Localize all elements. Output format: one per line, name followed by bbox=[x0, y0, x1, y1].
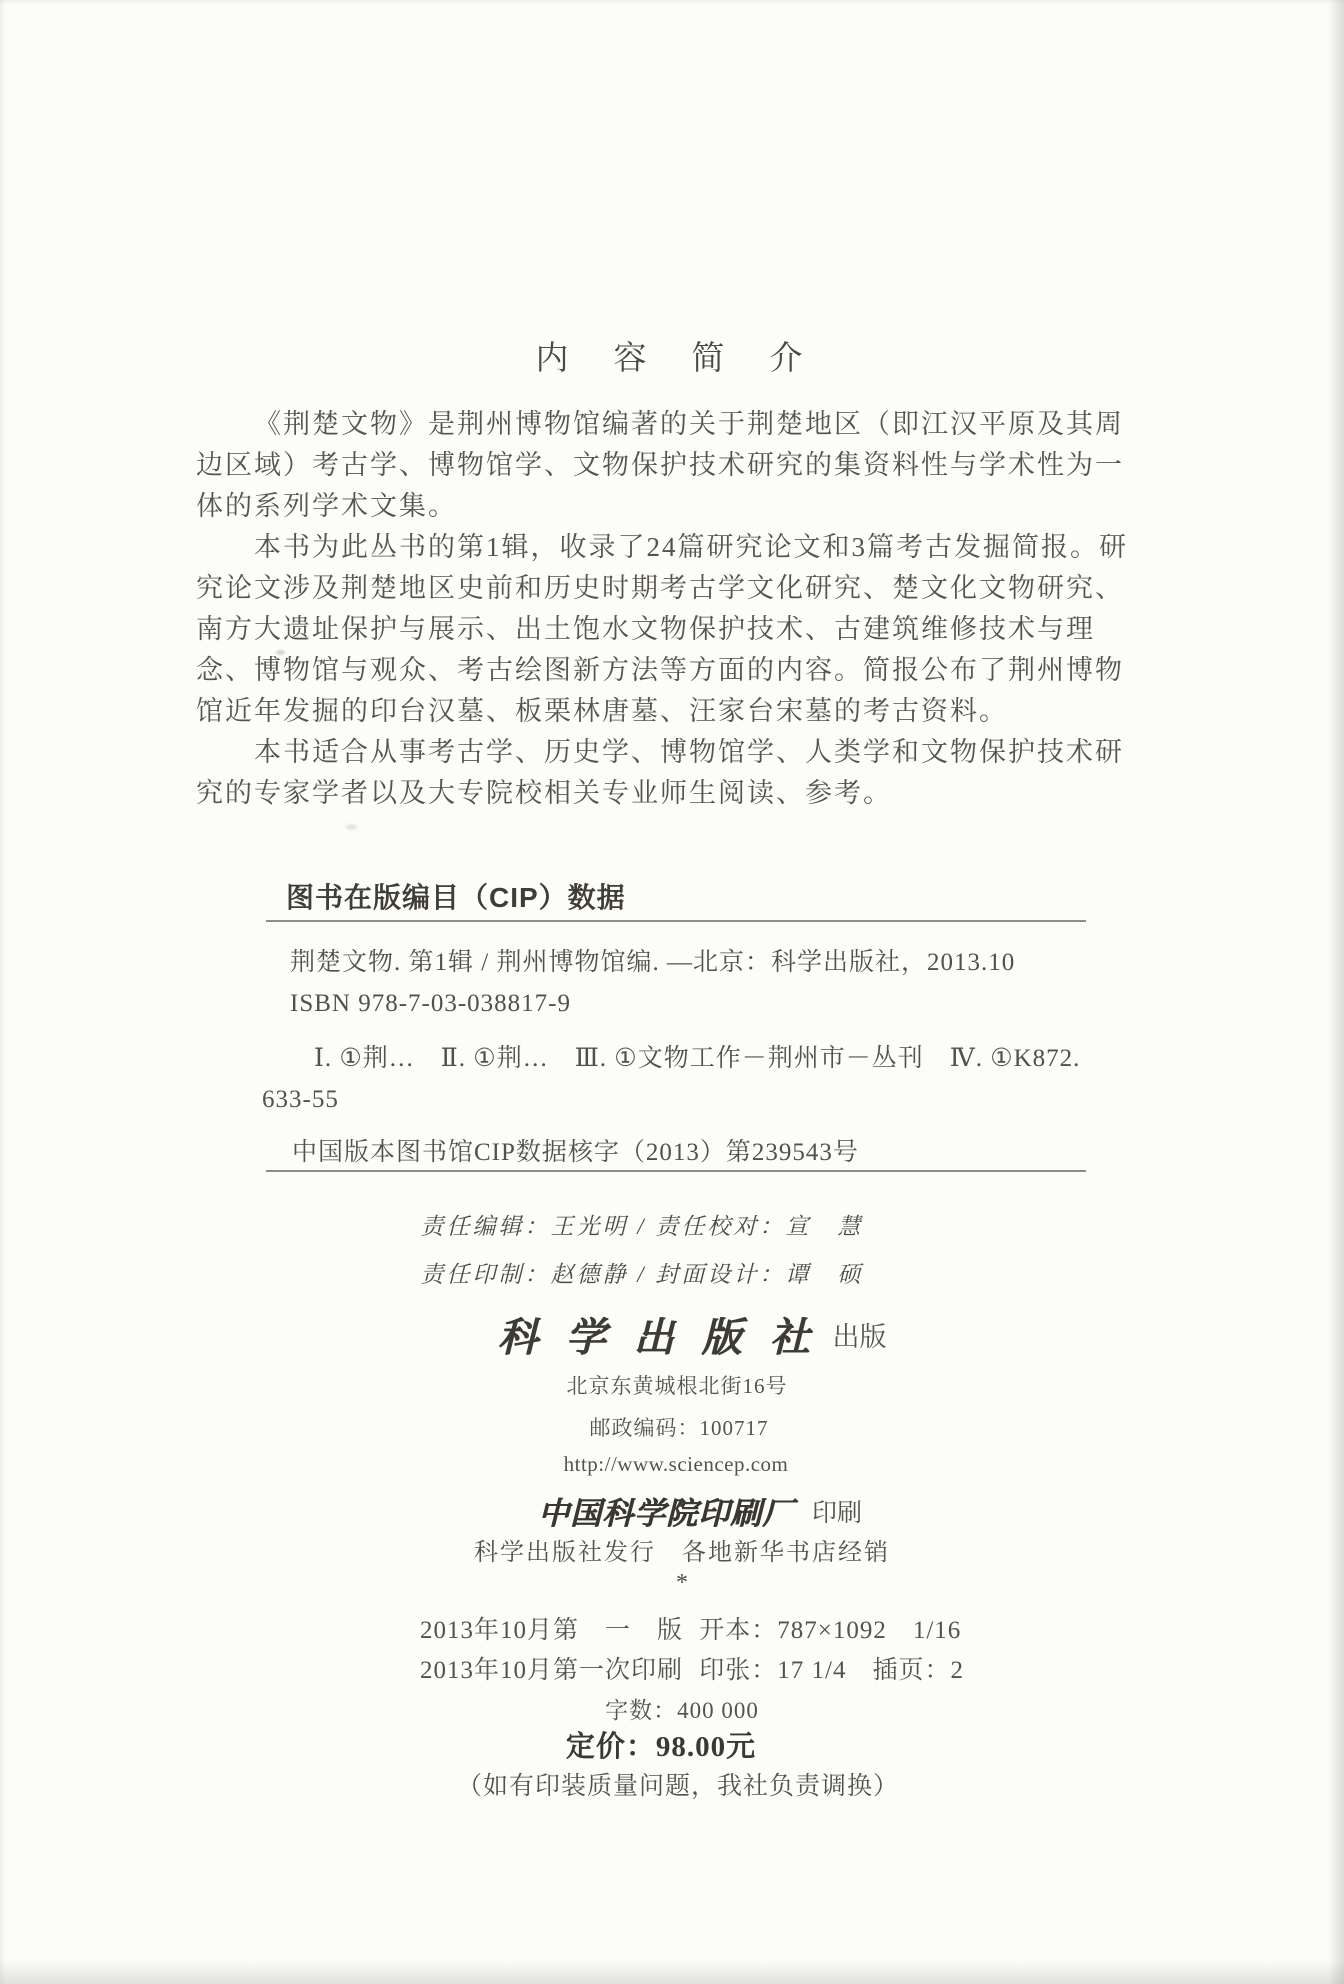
scan-edge-top bbox=[0, 0, 1344, 5]
press-address: 北京东黄城根北街16号 bbox=[566, 1374, 788, 1398]
intro-line: 《荆楚文物》是荆州博物馆编著的关于荆楚地区（即江汉平原及其周 bbox=[254, 409, 1124, 439]
staff-printing-line: 责任印制：赵德静 / 封面设计：谭 硕 bbox=[420, 1262, 864, 1287]
scan-artifact bbox=[346, 824, 357, 830]
intro-line: 本书为此丛书的第1辑，收录了24篇研究论文和3篇考古发掘简报。研 bbox=[254, 532, 1128, 562]
edition-spec-row bbox=[420, 1610, 980, 1646]
cip-registry-line: 中国版本图书馆CIP数据核字（2013）第239543号 bbox=[292, 1139, 859, 1166]
distribution-line: 科学出版社发行 各地新华书店经销 bbox=[474, 1540, 890, 1566]
quality-notice: （如有印装质量问题，我社负责调换） bbox=[456, 1773, 899, 1800]
cip-record-line: 荆楚文物. 第1辑 / 荆州博物馆编. —北京：科学出版社，2013.10 bbox=[290, 949, 1016, 976]
scan-edge-bottom bbox=[0, 1960, 1344, 1984]
printer-suffix: 印刷 bbox=[811, 1499, 862, 1527]
book-format: 开本：787×1092 1/16 bbox=[699, 1617, 962, 1644]
press-website: http://www.sciencep.com bbox=[563, 1452, 789, 1476]
scan-edge-right bbox=[1328, 0, 1344, 1984]
intro-line: 究论文涉及荆楚地区史前和历史时期考古学文化研究、楚文化文物研究、 bbox=[196, 573, 1124, 603]
scan-artifact bbox=[276, 650, 285, 655]
print-sheets: 印张：17 1/4 插页：2 bbox=[699, 1657, 964, 1684]
printing-spec-row bbox=[420, 1650, 980, 1686]
word-count: 字数：400 000 bbox=[605, 1698, 759, 1723]
classification-continuation-line: 633-55 bbox=[262, 1086, 339, 1113]
scan-edge-left bbox=[0, 0, 6, 1984]
section-separator-star: * bbox=[676, 1570, 688, 1596]
intro-line: 本书适合从事考古学、历史学、博物馆学、人类学和文物保护技术研 bbox=[254, 737, 1124, 767]
press-imprint-row bbox=[20, 1306, 1344, 1363]
printer-imprint-row bbox=[28, 1488, 1344, 1533]
intro-line: 边区域）考古学、博物馆学、文物保护技术研究的集资料性与学术性为一 bbox=[196, 450, 1124, 480]
edition-date: 2013年10月第 一 版 bbox=[420, 1617, 684, 1644]
cip-rule-bottom bbox=[266, 1170, 1086, 1172]
intro-line: 馆近年发掘的印台汉墓、板栗林唐墓、汪家台宋墓的考古资料。 bbox=[196, 696, 1008, 726]
printer-name-calligraphy: 中国科学院印刷厂 bbox=[537, 1496, 794, 1531]
staff-editing-line: 责任编辑：王光明 / 责任校对：宣 慧 bbox=[420, 1214, 864, 1239]
press-name-calligraphy: 科 学 出 版 社 bbox=[497, 1315, 819, 1360]
cip-header: 图书在版编目（CIP）数据 bbox=[286, 882, 626, 913]
print-run-date: 2013年10月第一次印刷 bbox=[420, 1657, 684, 1684]
section-title: 内 容 简 介 bbox=[535, 339, 809, 376]
intro-line: 南方大遗址保护与展示、出土饱水文物保护技术、古建筑维修技术与理 bbox=[196, 614, 1095, 644]
intro-line: 体的系列学术文集。 bbox=[196, 491, 457, 521]
intro-paragraphs bbox=[196, 404, 1164, 814]
press-postcode: 邮政编码：100717 bbox=[589, 1416, 769, 1440]
intro-line: 念、博物馆与观众、考古绘图新方法等方面的内容。简报公布了荆州博物 bbox=[196, 655, 1124, 685]
classification-line: Ⅰ. ①荆… Ⅱ. ①荆… Ⅲ. ①文物工作－荆州市－丛刊 Ⅳ. ①K872. bbox=[314, 1045, 1081, 1072]
press-publish-suffix: 出版 bbox=[832, 1322, 887, 1352]
cip-rule-top bbox=[266, 920, 1086, 922]
isbn-line: ISBN 978-7-03-038817-9 bbox=[290, 990, 572, 1017]
intro-line: 究的专家学者以及大专院校相关专业师生阅读、参考。 bbox=[196, 778, 892, 808]
price: 定价：98.00元 bbox=[565, 1731, 757, 1763]
